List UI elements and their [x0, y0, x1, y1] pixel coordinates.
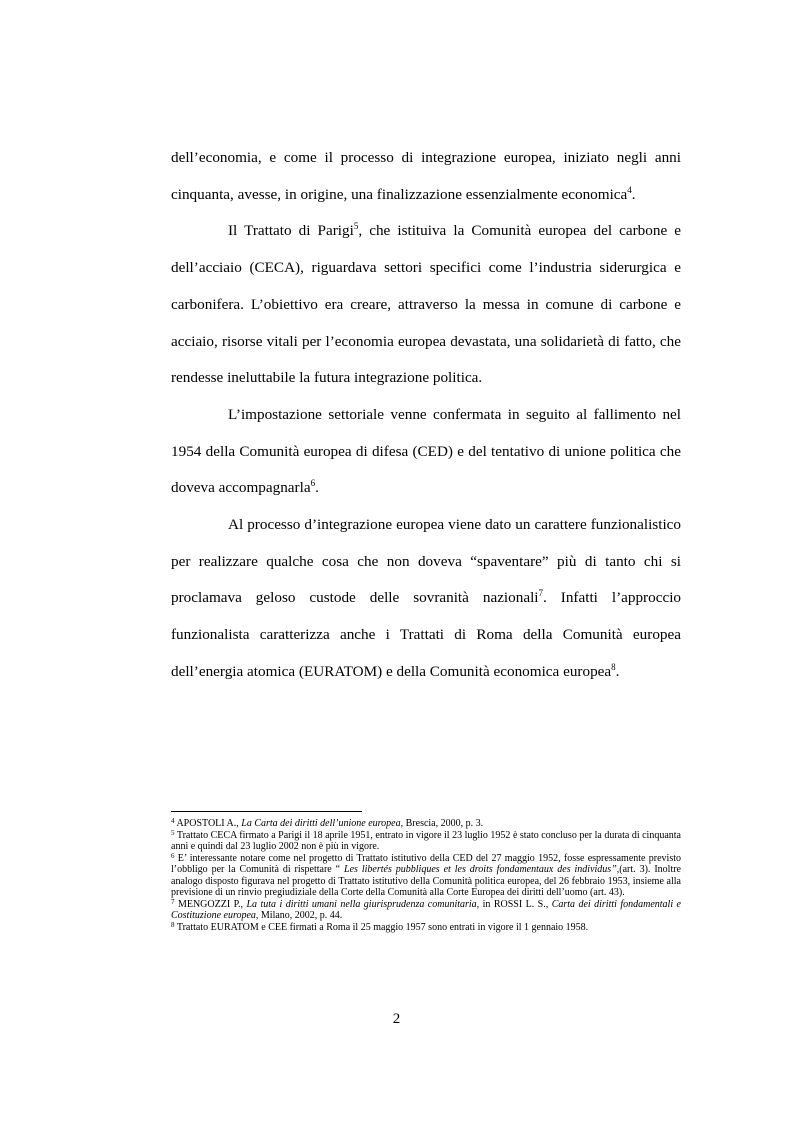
footnote-8: [171, 922, 681, 934]
footnote-4-source: Brescia, 2000, p. 3.: [403, 818, 484, 829]
footnote-6: [171, 853, 681, 899]
paragraph-3-text: L’impostazione settoriale venne confermata in seguito al fallimento nel 1954 della Comunità europea di difesa (CED) e del tentativo di unione politica che doveva accompagnarla: [171, 405, 681, 497]
paragraph-2: [171, 213, 681, 397]
footnote-ref-5: 5: [353, 221, 359, 232]
footnote-6-title: Les libertés pubbliques et les droits fondamentaux des individus”,: [344, 864, 620, 875]
paragraph-3: [171, 397, 681, 507]
footnote-7-title: La tuta i diritti umani nella giurisprudenza comunitaria,: [246, 898, 480, 910]
footnote-separator: [171, 811, 362, 812]
paragraph-1-text: dell’economia, e come il processo di integrazione europea, iniziato negli anni cinquanta, avesse, in origine, una finalizzazione essenzialmente economica: [171, 149, 681, 203]
footnote-4-number: 4: [171, 817, 175, 825]
paragraph-3-end: .: [315, 479, 319, 497]
footnote-7-title-2: Carta dei diritti fondamentali e Costituzione europea,: [171, 898, 681, 921]
footnote-4-title: La Carta dei diritti dell’unione europea,: [241, 818, 404, 829]
footnote-6-text-b: (art. 3). Inoltre analogo disposto figurava nel progetto di Trattato istitutivo della Comunità politica europea, del 26 febbraio 1953, insieme alla previsione di un rinvio pregiudiziale della Corte della Comunità alla Corte Europea dei diritti dell’uomo (art. 43).: [171, 864, 681, 898]
footnote-6-text-a: E’ interessante notare come nel progetto di Trattato istitutivo della CED del 27 maggio 1952, fosse espressamente previsto l’obbligo per la Comunità di rispettare “: [171, 852, 681, 875]
footnote-7: [171, 899, 681, 922]
paragraph-4: [171, 507, 681, 691]
paragraph-2-text-a: Il Trattato di Parigi: [228, 222, 354, 240]
paragraph-2-text-b: , che istituiva la Comunità europea del carbone e dell’acciaio (CECA), riguardava settori specifici come l’industria siderurgica e carbonifera. L’obiettivo era creare, attraverso la messa in comune di carbone e acciaio, risorse vitali per l’economia europea devastata, una solidarietà di fatto, che rendesse ineluttabile la futura integrazione politica.: [171, 222, 681, 387]
footnote-5-number: 5: [171, 828, 175, 837]
footnote-7-author: MENGOZZI P.,: [174, 898, 247, 910]
paragraph-4-end: .: [615, 662, 620, 680]
paragraph-1-end: .: [631, 185, 636, 203]
footnote-8-text: Trattato EURATOM e CEE firmati a Roma il 25 maggio 1957 sono entrati in vigore il 1 gennaio 1958.: [174, 921, 589, 933]
footnote-6-number: 6: [171, 851, 175, 860]
footnote-4-author: APOSTOLI A.,: [174, 818, 242, 829]
footnote-7-text-b: in ROSSI L. S.,: [479, 898, 552, 910]
page-number: 2: [392, 1011, 401, 1027]
footnote-ref-8: 8: [611, 661, 616, 672]
footnotes: [171, 818, 681, 933]
footnote-ref-6: 6: [310, 478, 316, 489]
footnote-8-number: 8: [171, 920, 175, 929]
paragraph-4-text-a: Al processo d’integrazione europea viene dato un carattere funzionalistico per realizzare qualche cosa che non doveva “spaventare” più di tanto chi si proclamava geloso custode delle sovranità nazionali: [171, 516, 681, 607]
paragraph-4-text-b: . Infatti l’approccio funzionalista caratterizza anche i Trattati di Roma della Comunità europea dell’energia atomica (EURATOM) e della Comunità economica europea: [171, 589, 682, 680]
footnote-5: [171, 830, 681, 853]
footnote-5-text: Trattato CECA firmato a Parigi il 18 aprile 1951, entrato in vigore il 23 luglio 1952 è stato concluso per la durata di cinquanta anni e quindi dal 23 luglio 2002 non è più in vigore.: [171, 829, 681, 852]
footnote-4: [171, 818, 681, 830]
paragraph-1: [171, 140, 681, 213]
body-text: [171, 140, 681, 691]
footnote-ref-7: 7: [538, 588, 544, 599]
footnote-ref-4: 4: [627, 184, 632, 195]
footnote-7-number: 7: [171, 897, 175, 906]
footnote-7-source: Milano, 2002, p. 44.: [258, 910, 343, 921]
